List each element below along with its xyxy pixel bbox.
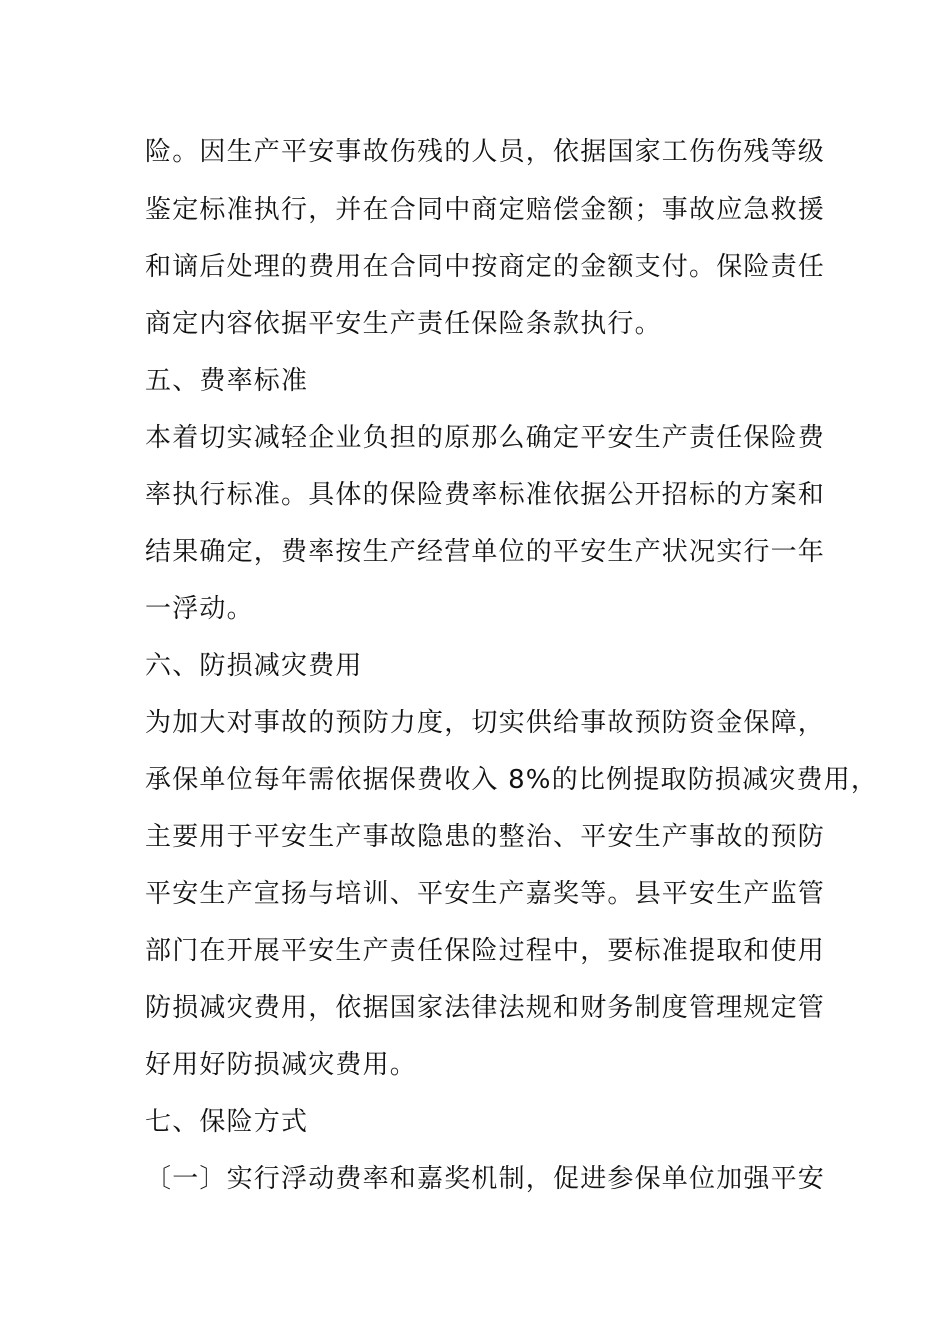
body-text-line: 〔一〕实行浮动费率和嘉奖机制，促进参保单位加强平安: [145, 1164, 826, 1194]
section-heading: 七、保险方式: [145, 1107, 309, 1137]
section-heading: 五、费率标准: [145, 366, 309, 396]
body-text-line: 率执行标准。具体的保险费率标准依据公开招标的方案和: [145, 480, 826, 510]
body-text-line: 结果确定，费率按生产经营单位的平安生产状况实行一年: [145, 537, 826, 567]
body-text-line: 承保单位每年需依据保费收入 8%的比例提取防损减灾费用，: [145, 765, 879, 795]
body-text-line: 为加大对事故的预防力度，切实供给事故预防资金保障，: [145, 708, 826, 738]
body-text-line: 防损减灾费用，依据国家法律法规和财务制度管理规定管: [145, 993, 826, 1023]
body-text-line: 本着切实减轻企业负担的原那么确定平安生产责任保险费: [145, 423, 826, 453]
body-text-line: 好用好防损减灾费用。: [145, 1050, 418, 1080]
body-text-line: 主要用于平安生产事故隐患的整治、平安生产事故的预防: [145, 822, 826, 852]
body-text-line: 险。因生产平安事故伤残的人员，依据国家工伤伤残等级: [145, 137, 826, 167]
body-text-line: 鉴定标准执行，并在合同中商定赔偿金额；事故应急救援: [145, 195, 826, 225]
body-text-line: 和谪后处理的费用在合同中按商定的金额支付。保险责任: [145, 252, 826, 282]
section-heading: 六、防损减灾费用: [145, 651, 363, 681]
body-text-line: 部门在开展平安生产责任保险过程中，要标准提取和使用: [145, 936, 826, 966]
body-text-line: 平安生产宣扬与培训、平安生产嘉奖等。县平安生产监管: [145, 879, 826, 909]
body-text-line: 商定内容依据平安生产责任保险条款执行。: [145, 309, 662, 339]
body-text-line: 一浮动。: [145, 594, 254, 624]
